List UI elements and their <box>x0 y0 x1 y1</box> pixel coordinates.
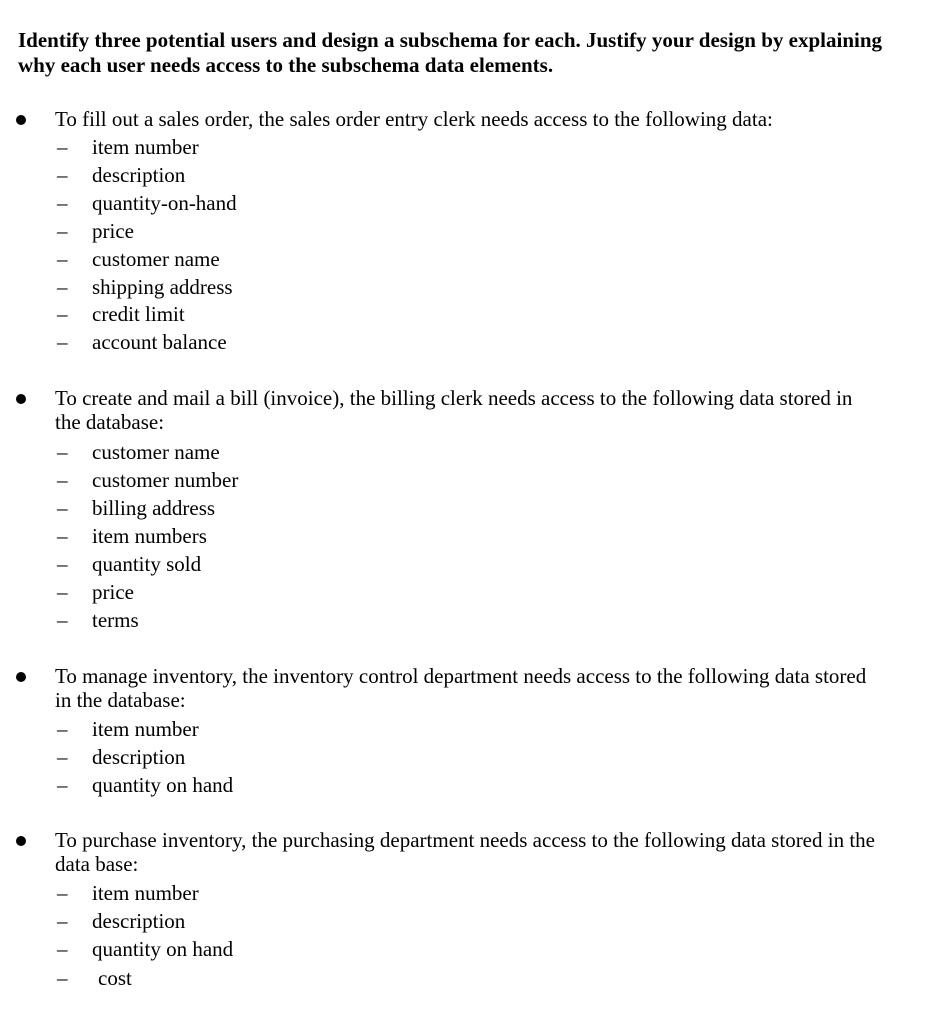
dash-icon: – <box>57 440 68 464</box>
dash-icon: – <box>57 552 68 576</box>
question-heading: Identify three potential users and design a subschema for each. Justify your design by explaining why each user needs access to the subschema data elements. <box>18 28 883 77</box>
bullet-text: To fill out a sales order, the sales order entry clerk needs access to the following data: <box>55 107 773 131</box>
dash-icon: – <box>57 966 68 990</box>
dash-icon: – <box>57 580 68 604</box>
dash-icon: – <box>57 881 68 905</box>
bullet-icon <box>16 394 26 404</box>
dash-icon: – <box>57 275 68 299</box>
dash-icon: – <box>57 608 68 632</box>
dash-icon: – <box>57 909 68 933</box>
dash-icon: – <box>57 937 68 961</box>
dash-icon: – <box>57 191 68 215</box>
dash-icon: – <box>57 302 68 326</box>
bullet-text: To create and mail a bill (invoice), the billing clerk needs access to the following data stored in the database: <box>55 386 853 434</box>
bullet-text: To manage inventory, the inventory control department needs access to the following data stored in the database: <box>55 664 867 712</box>
dash-icon: – <box>57 468 68 492</box>
bullet-icon <box>16 836 26 846</box>
dash-icon: – <box>57 247 68 271</box>
dash-icon: – <box>57 330 68 354</box>
dash-icon: – <box>57 773 68 797</box>
document-page: Identify three potential users and design a subschema for each. Justify your design by explaining why each user needs access to the subschema data elements. To fill out a sales order, the sales order entry clerk needs access to the following data: – item number – description – quantity-on-hand – price – customer name – shipping address – credit limit – account balance To create and mail a bill (invoice), the billing clerk needs access to the following data stored in the database: – customer name – customer number – billing address – item numbers – quantity sold – price – terms To manage inventory, the inventory control department needs access to the following data stored in the database: – item number – description – quantity on hand To purchase inventory, the purchasing department needs access to the following data stored in the data base: – item number – description – quantity on hand – cost <box>0 0 925 1024</box>
dash-icon: – <box>57 163 68 187</box>
dash-icon: – <box>57 219 68 243</box>
dash-icon: – <box>57 135 68 159</box>
bullet-text: To purchase inventory, the purchasing department needs access to the following data stored in the data base: <box>55 828 875 876</box>
dash-icon: – <box>57 745 68 769</box>
dash-icon: – <box>57 496 68 520</box>
bullet-icon <box>16 672 26 682</box>
bullet-icon <box>16 115 26 125</box>
dash-icon: – <box>57 717 68 741</box>
dash-icon: – <box>57 524 68 548</box>
